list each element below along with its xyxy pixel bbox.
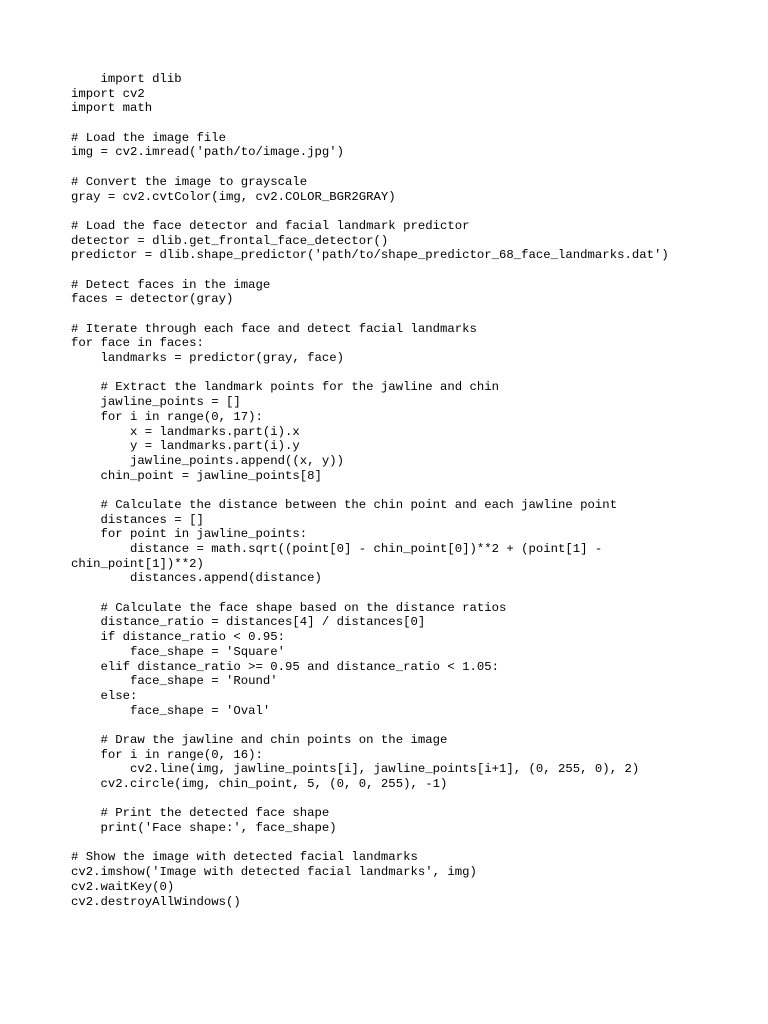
code-line: face_shape = 'Oval': [71, 703, 271, 718]
code-line: cv2.waitKey(0): [71, 879, 175, 894]
code-line: for i in range(0, 17):: [71, 409, 263, 424]
code-line: faces = detector(gray): [71, 292, 234, 307]
code-line: img = cv2.imread('path/to/image.jpg'): [71, 145, 345, 160]
code-line: chin_point = jawline_points[8]: [71, 468, 322, 483]
code-line: [71, 204, 751, 219]
code-line: [71, 483, 751, 498]
code-line: for face in faces:: [71, 336, 204, 351]
code-line: cv2.circle(img, chin_point, 5, (0, 0, 255), -1): [71, 777, 448, 791]
code-line: # Extract the landmark points for the jawline and chin: [71, 380, 500, 395]
code-line: [71, 366, 751, 381]
code-line: detector = dlib.get_frontal_face_detector(): [71, 233, 389, 248]
code-line: # Detect faces in the image: [71, 277, 271, 292]
code-line: landmarks = predictor(gray, face): [71, 351, 345, 366]
code-line: elif distance_ratio >= 0.95 and distance_ratio < 1.05:: [71, 659, 500, 674]
code-line: # Load the image file: [71, 130, 226, 145]
code-line: import math: [71, 101, 153, 116]
code-line: # Print the detected face shape: [71, 806, 330, 821]
code-line: [71, 160, 751, 175]
code-line: face_shape = 'Square': [71, 644, 286, 659]
code-line: distances = []: [71, 512, 204, 527]
code-line: jawline_points = []: [71, 395, 241, 410]
code-line: [71, 792, 751, 807]
code-line: # Show the image with detected facial landmarks: [71, 850, 418, 865]
code-line: [71, 836, 751, 851]
code-line: cv2.imshow('Image with detected facial landmarks', img): [71, 865, 477, 880]
code-line: gray = cv2.cvtColor(img, cv2.COLOR_BGR2GRAY): [71, 189, 396, 204]
code-line: x = landmarks.part(i).x: [71, 424, 300, 439]
code-line: # Draw the jawline and chin points on the image: [71, 732, 448, 747]
code-line: cv2.line(img, jawline_points[i], jawline_points[i+1], (0, 255, 0), 2): [71, 762, 640, 777]
code-line: y = landmarks.part(i).y: [71, 439, 300, 454]
code-line: if distance_ratio < 0.95:: [71, 630, 286, 645]
code-line: distances.append(distance): [71, 571, 322, 586]
code-line: # Convert the image to grayscale: [71, 174, 308, 189]
code-line: for point in jawline_points:: [71, 527, 308, 542]
code-line: for i in range(0, 16):: [71, 747, 263, 762]
code-line: distance = math.sqrt((point[0] - chin_point[0])**2 + (point[1] -: [71, 542, 603, 556]
code-line: predictor = dlib.shape_predictor('path/to/shape_predictor_68_face_landmarks.dat'): [71, 248, 669, 263]
code-line: cv2.destroyAllWindows(): [71, 894, 241, 909]
code-line: # Load the face detector and facial landmark predictor: [71, 218, 470, 233]
code-line: import cv2: [71, 86, 145, 101]
code-line: [71, 718, 751, 733]
code-line: # Calculate the distance between the chin point and each jawline point: [71, 497, 618, 512]
code-line: print('Face shape:', face_shape): [71, 821, 337, 836]
code-line: [71, 307, 751, 322]
code-line: jawline_points.append((x, y)): [71, 453, 345, 468]
code-line: # Calculate the face shape based on the distance ratios: [71, 600, 507, 615]
code-line: import dlib: [71, 72, 182, 86]
code-line: chin_point[1])**2): [71, 556, 204, 571]
code-line: [71, 586, 751, 601]
code-line: distance_ratio = distances[4] / distances[0]: [71, 615, 426, 630]
code-block: [71, 72, 751, 909]
code-line: [71, 116, 751, 131]
code-line: else:: [71, 688, 138, 703]
code-line: face_shape = 'Round': [71, 674, 278, 689]
code-line: # Iterate through each face and detect facial landmarks: [71, 321, 477, 336]
code-line: [71, 263, 751, 278]
